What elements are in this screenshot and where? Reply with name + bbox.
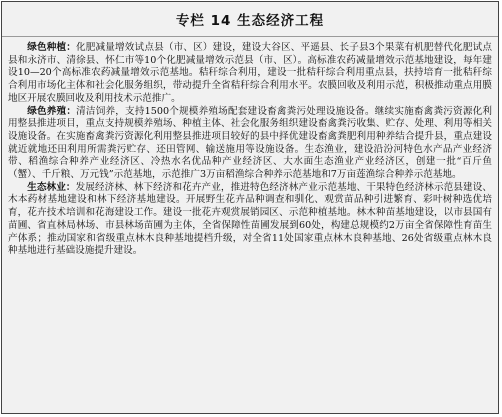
- section-green-planting: [8, 42, 492, 106]
- section-text: 发展经济林、林下经济和花卉产业，推进特色经济林产业示范基地、干果特色经济林示范县建设、木本药材基地建设和林下经济基地建设。开展野生花卉品种调查和驯化、观赏苗品种引进繁育、彩叶树种选优培育，花卉技术培训和花海建设工作。建设一批花卉观赏展销园区、示范种植基地。林木种苗基地建设，以市县国有苗圃、省直林局林场、市县林场苗圃为主体，全省保障性苗圃发展到60处，构建总规模约2万亩全省保障性育苗生产体系；推动国家和省级重点林木良种基地提档升级，对全省11处国家重点林木良种基地、26处省级重点林木良种基地进行基础设施提升建设。: [8, 181, 493, 257]
- column-title: 专栏 14 生态经济工程: [2, 2, 498, 37]
- section-text: 清洁饲养，支持1500个规模养殖场配套建设畜禽粪污处理设施设备。继续实施畜禽粪污资源化利用整县推进项目，重点支持规模养殖场、种植主体、社会化服务组织建设畜禽粪污收集、贮存、处理、利用等相关设施设备。在实施畜禽粪污资源化利用整县推进项目较好的县中择优建设畜禽粪肥利用种养结合提升县，重点建设就近就地还田利用所需粪污贮存、还田管网、输送施用等设施设备。生态渔业，建设沿汾河特色水产品产业经济带、稻渔综合种养产业经济区、冷热水名优品种产业经济区、大水面生态渔业产业经济区，创建一批“百斤鱼（蟹）、千斤粮、万元钱”示范基地，示范推广3万亩稻渔综合种养示范基地和7万亩莲渔综合种养示范基地。: [8, 105, 492, 181]
- section-heading: 生态林业：: [27, 181, 76, 193]
- section-heading: 绿色种植：: [27, 42, 76, 53]
- column-body: [2, 37, 498, 258]
- section-eco-forestry: [8, 182, 492, 258]
- section-heading: 绿色养殖：: [27, 105, 77, 117]
- section-text: 化肥减量增效试点县（市、区）建设，建设大谷区、平遥县、长子县3个果菜有机肥替代化肥试点县和永济市、清徐县、怀仁市等10个化肥减量增效示范县（市、区）。高标准农药减量增效示范基地建设，每年建设10—20个高标准农药减量增效示范基地。秸秆综合利用，建设一批秸秆综合利用重点县，扶持培育一批秸秆综合利用市场化主体和社会化服务组织，带动提升全省秸秆综合利用水平。农膜回收及利用示范，积极推动重点用膜地区开展农膜回收及利用技术示范推广。: [8, 42, 493, 104]
- section-green-breeding: [8, 106, 492, 182]
- column-box: [1, 1, 499, 414]
